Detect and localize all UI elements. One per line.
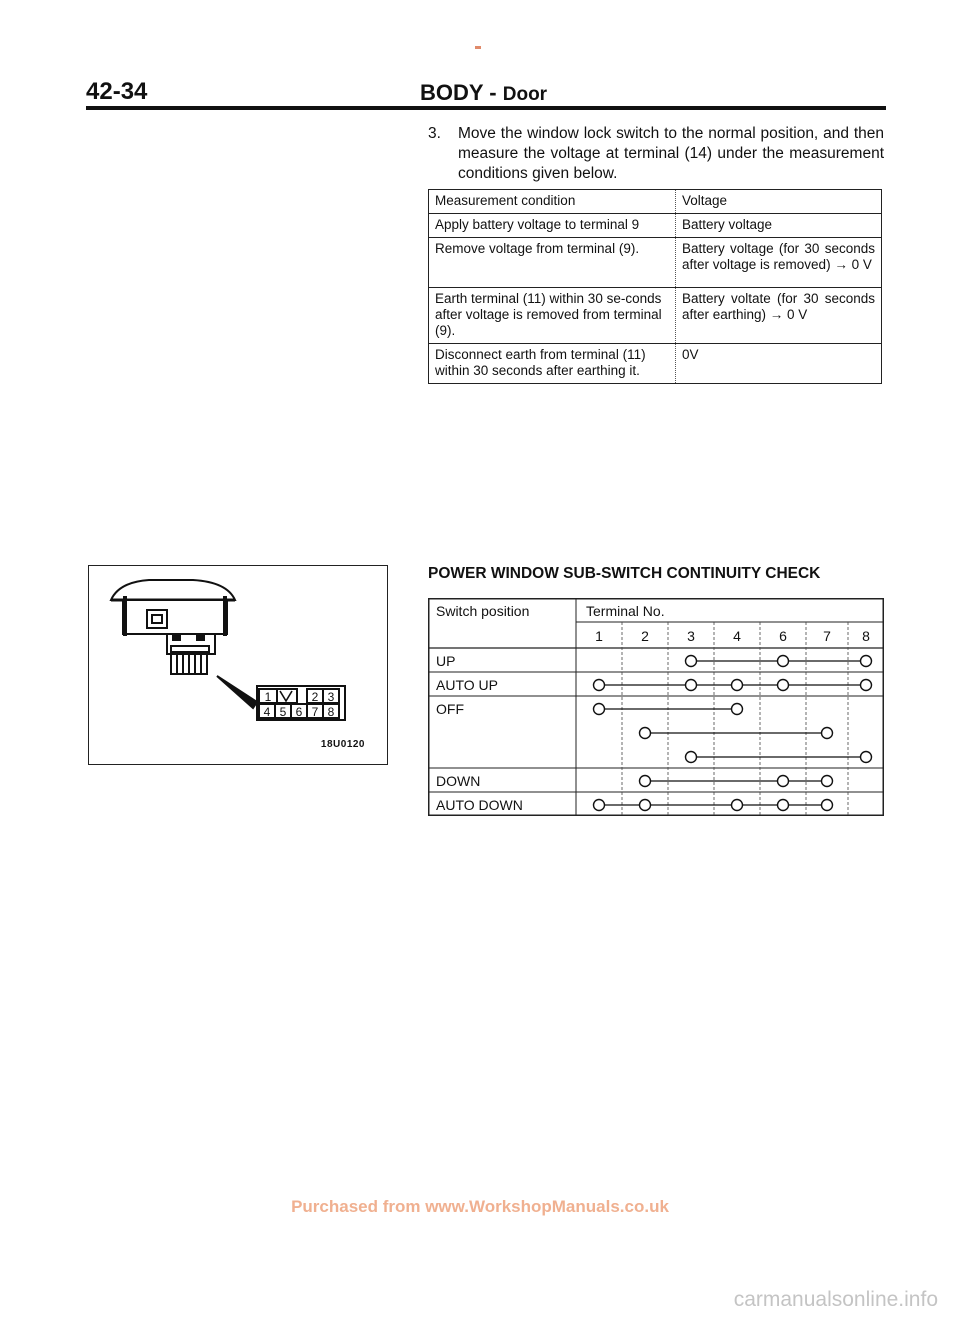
voltage-cell: 0V xyxy=(676,344,882,384)
condition-cell: Earth terminal (11) within 30 se-conds after voltage is removed from terminal (9). xyxy=(429,288,676,344)
continuity-table xyxy=(428,598,884,834)
pin-3-label: 3 xyxy=(327,690,335,704)
pin-2-label: 2 xyxy=(311,690,319,704)
pin-8-label: 8 xyxy=(327,705,335,719)
continuity-terminal-marker xyxy=(732,680,743,691)
voltage-cell: Battery voltate (for 30 seconds after earthing) → 0 V xyxy=(676,288,882,344)
continuity-terminal-marker xyxy=(732,800,743,811)
condition-cell: Remove voltage from terminal (9). xyxy=(429,238,676,288)
terminal-no-header: Terminal No. xyxy=(586,603,665,619)
continuity-terminal-marker xyxy=(778,656,789,667)
table-row xyxy=(429,214,882,238)
site-watermark: carmanualsonline.info xyxy=(733,1288,938,1311)
terminal-number: 3 xyxy=(687,628,695,644)
table-row xyxy=(429,288,882,344)
continuity-terminal-marker xyxy=(822,728,833,739)
header-rule xyxy=(86,106,886,110)
terminal-number: 8 xyxy=(862,628,870,644)
switch-position-label: AUTO UP xyxy=(436,677,498,693)
switch-position-label: AUTO DOWN xyxy=(436,797,523,813)
terminal-number: 4 xyxy=(733,628,741,644)
scan-mark xyxy=(475,46,481,49)
section-title: BODY xyxy=(420,80,484,105)
power-window-sub-switch-illustration xyxy=(89,566,387,764)
continuity-terminal-marker xyxy=(686,656,697,667)
continuity-terminal-marker xyxy=(822,776,833,787)
continuity-terminal-marker xyxy=(594,800,605,811)
continuity-terminal-marker xyxy=(594,680,605,691)
continuity-terminal-marker xyxy=(640,728,651,739)
table-header-row xyxy=(429,190,882,214)
table-row xyxy=(429,344,882,384)
voltage-cell: Battery voltage (for 30 seconds after voltage is removed) → 0 V xyxy=(676,238,882,288)
title-separator: - xyxy=(489,80,497,105)
switch-position-label: OFF xyxy=(436,701,464,717)
continuity-terminal-marker xyxy=(861,680,872,691)
step-text: Move the window lock switch to the normal position, and then measure the voltage at terminal (14) under the measurement conditions given below. xyxy=(458,125,884,182)
continuity-terminal-marker xyxy=(778,800,789,811)
pin-1-label: 1 xyxy=(264,690,272,704)
page-number: 42-34 xyxy=(86,78,148,105)
condition-cell: Apply battery voltage to terminal 9 xyxy=(429,214,676,238)
terminal-number: 6 xyxy=(779,628,787,644)
header-cell: Measurement condition xyxy=(429,190,676,214)
terminal-number: 2 xyxy=(641,628,649,644)
switch-position-header: Switch position xyxy=(436,603,530,619)
continuity-terminal-marker xyxy=(594,704,605,715)
continuity-terminal-marker xyxy=(686,752,697,763)
switch-position-label: DOWN xyxy=(436,773,481,789)
purchase-note: Purchased from www.WorkshopManuals.co.uk xyxy=(291,1197,669,1216)
step-3 xyxy=(428,124,884,184)
pin-4-label: 4 xyxy=(263,705,271,719)
voltage-cell: Battery voltage xyxy=(676,214,882,238)
header-cell: Voltage xyxy=(676,190,882,214)
measurement-table xyxy=(428,189,882,384)
continuity-terminal-marker xyxy=(732,704,743,715)
section-subtitle: Door xyxy=(502,84,548,105)
continuity-terminal-marker xyxy=(686,680,697,691)
page-title xyxy=(420,80,547,106)
continuity-terminal-marker xyxy=(778,776,789,787)
continuity-heading: POWER WINDOW SUB-SWITCH CONTINUITY CHECK xyxy=(428,565,821,582)
figure-code: 18U0120 xyxy=(320,739,365,750)
continuity-terminal-marker xyxy=(861,752,872,763)
pin-7-label: 7 xyxy=(311,705,319,719)
terminal-number: 7 xyxy=(823,628,831,644)
terminal-number: 1 xyxy=(595,628,603,644)
continuity-terminal-marker xyxy=(640,800,651,811)
switch-figure xyxy=(88,565,388,765)
step-number: 3. xyxy=(428,125,441,142)
switch-position-label: UP xyxy=(436,653,456,669)
continuity-terminal-marker xyxy=(778,680,789,691)
condition-cell: Disconnect earth from terminal (11) within 30 seconds after earthing it. xyxy=(429,344,676,384)
pin-6-label: 6 xyxy=(295,705,303,719)
continuity-terminal-marker xyxy=(861,656,872,667)
continuity-terminal-marker xyxy=(640,776,651,787)
continuity-terminal-marker xyxy=(822,800,833,811)
pin-5-label: 5 xyxy=(279,705,287,719)
table-row xyxy=(429,238,882,288)
